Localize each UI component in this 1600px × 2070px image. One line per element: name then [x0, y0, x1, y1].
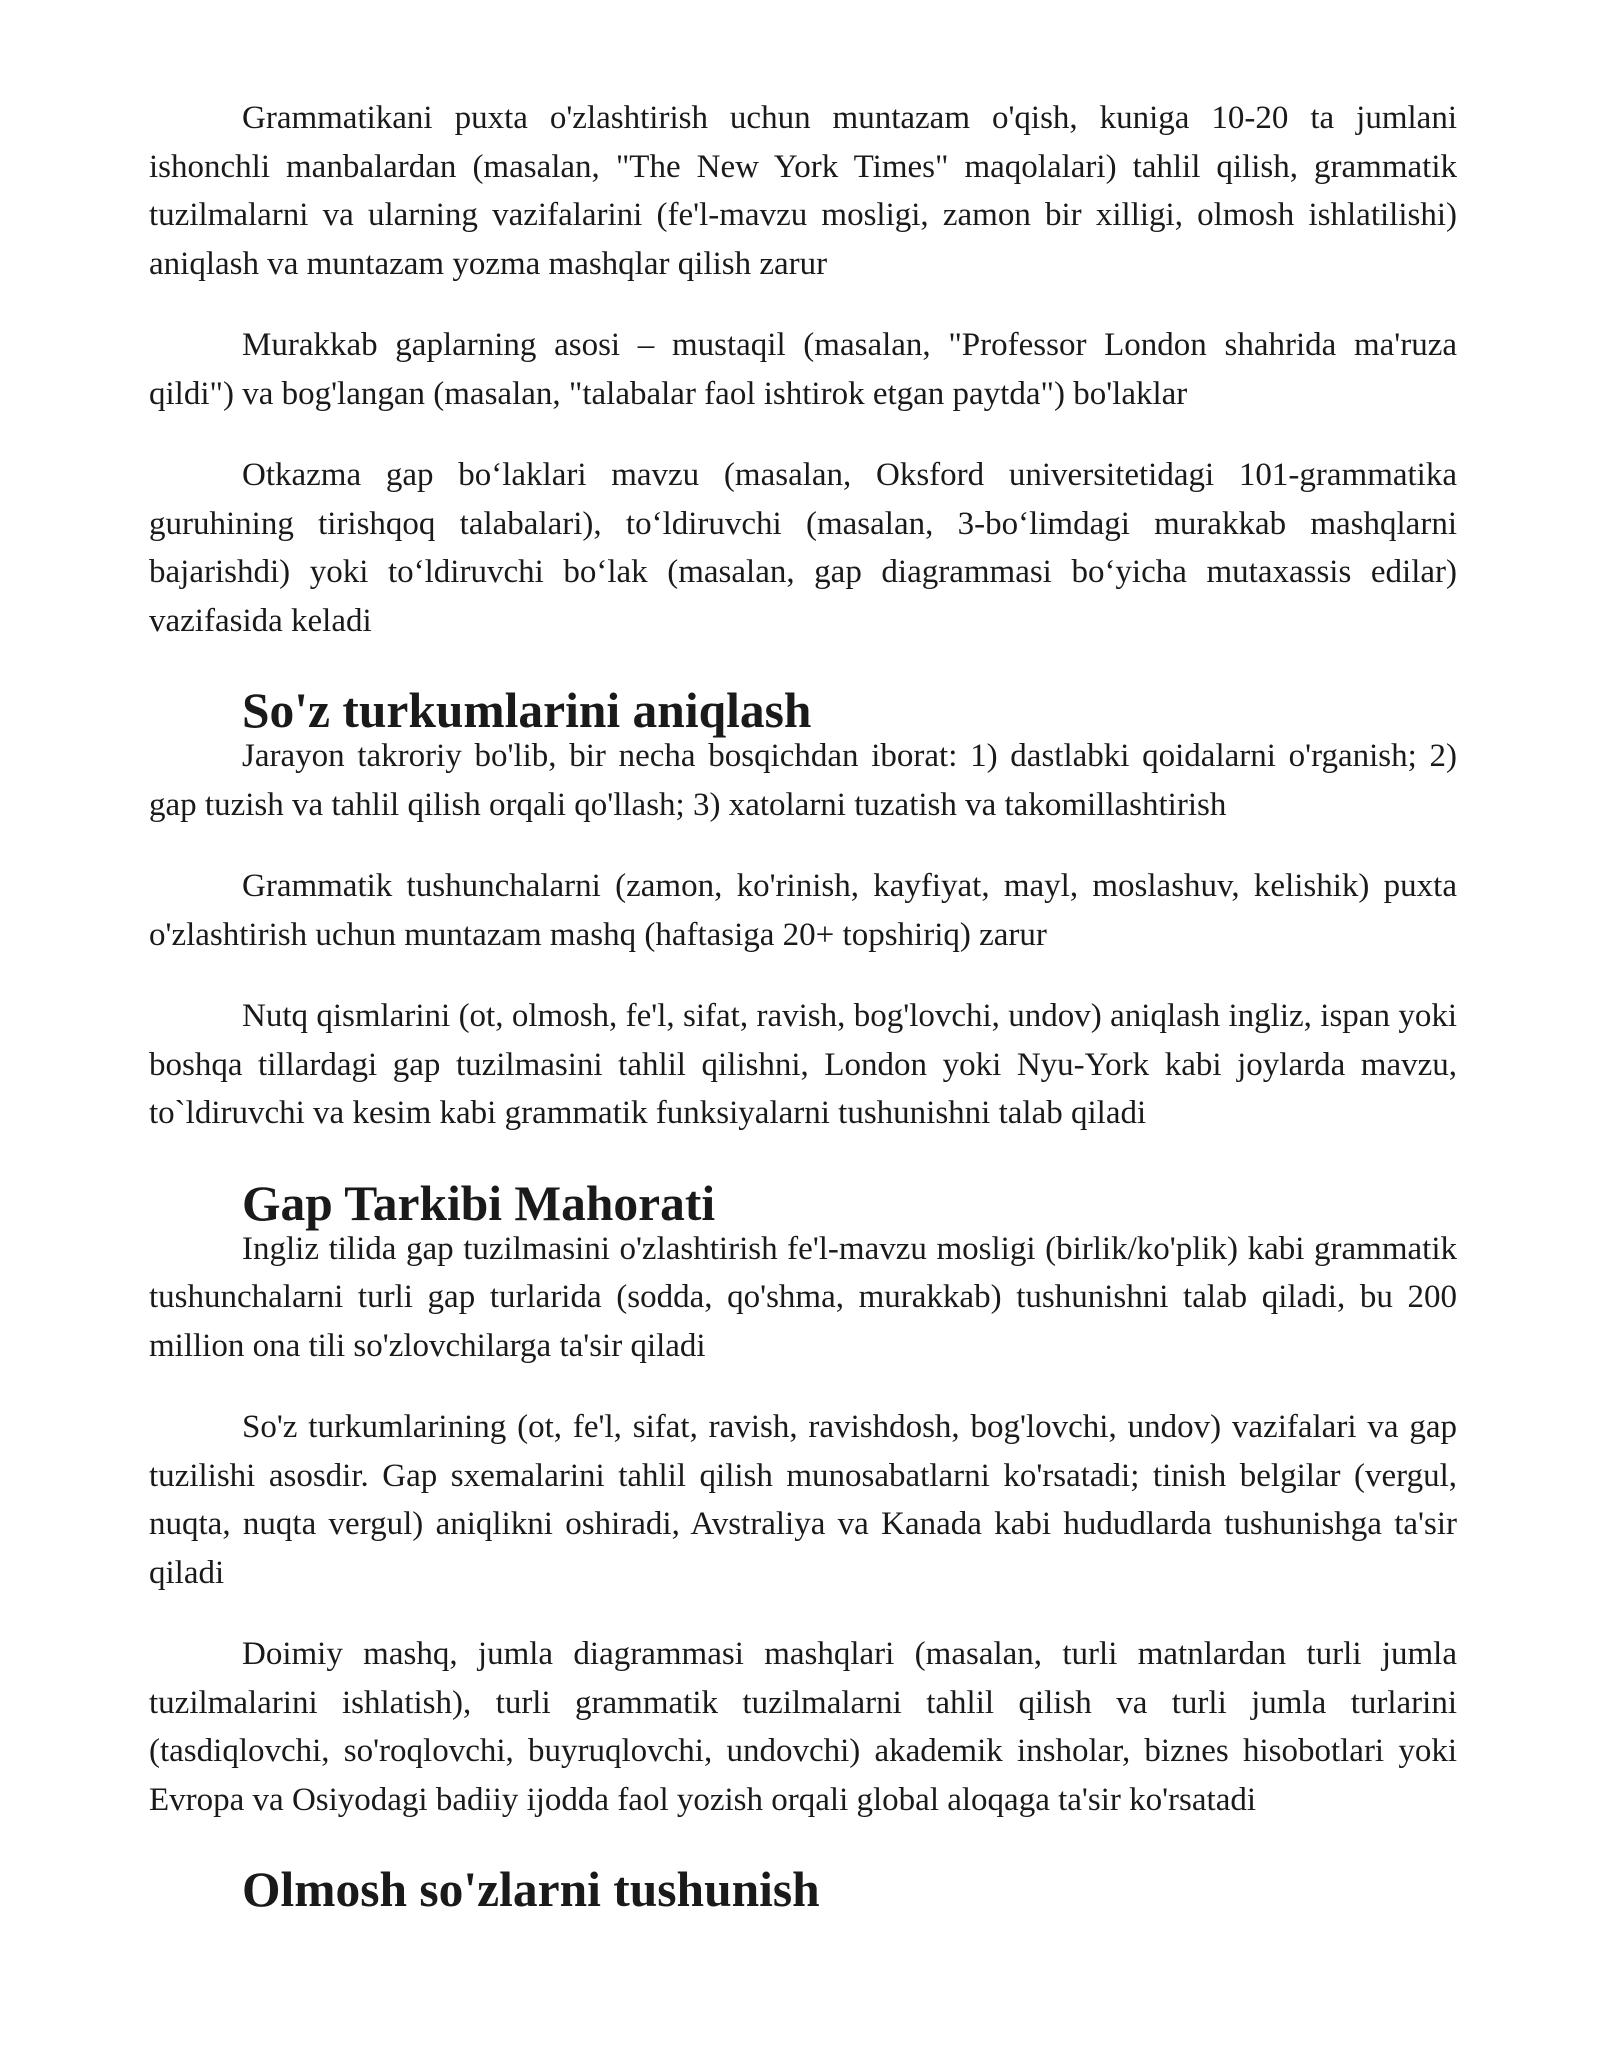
paragraph-grammar-practice: Grammatikani puxta o'zlashtirish uchun muntazam o'qish, kuniga 10-20 ta jumlani ishonchli manbalardan (masalan, "The New York Times" maqolalari) tahlil qilish, grammatik tuzilmalarni va ularning vazifalarini (fe'l-mavzu mosligi, zamon bir xilligi, olmosh ishlatilishi) aniqlash va muntazam yozma mashqlar qilish zarur: [149, 100, 1457, 282]
paragraph-process-steps: Jarayon takroriy bo'lib, bir necha bosqichdan iborat: 1) dastlabki qoidalarni o'rganish; 2) gap tuzish va tahlil qilish orqali qo'llash; 3) xatolarni tuzatish va takomillashtirish: [149, 738, 1457, 823]
paragraph-sentence-parts: Otkazma gap bo‘laklari mavzu (masalan, Oksford universitetidagi 101-grammatika guruhining tirishqoq talabalari), to‘ldiruvchi (masalan, 3-bo‘limdagi murakkab mashqlarni bajarishdi) yoki to‘ldiruvchi bo‘lak (masalan, gap diagrammasi bo‘yicha mutaxassis edilar) vazifasida keladi: [149, 457, 1457, 639]
section-heading-pronouns: Olmosh so'zlarni tushunish: [242, 1862, 820, 1917]
paragraph-parts-of-speech: Nutq qismlarini (ot, olmosh, fe'l, sifat, ravish, bog'lovchi, undov) aniqlash ingliz, ispan yoki boshqa tillardagi gap tuzilmasini tahlil qilishni, London yoki Nyu-York kabi joylarda mavzu, to`ldiruvchi va kesim kabi grammatik funksiyalarni tushunishni talab qiladi: [149, 998, 1457, 1131]
paragraph-spacer: [149, 288, 1457, 321]
paragraph-grammar-concepts: Grammatik tushunchalarni (zamon, ko'rinish, kayfiyat, mayl, moslashuv, kelishik) puxta o'zlashtirish uchun muntazam mashq (haftasiga 20+ topshiriq) zarur: [149, 868, 1457, 953]
paragraph-subject-verb-agreement: Ingliz tilida gap tuzilmasini o'zlashtirish fe'l-mavzu mosligi (birlik/ko'plik) kabi grammatik tushunchalarni turli gap turlarida (sodda, qo'shma, murakkab) tushunishni talab qiladi, bu 200 million ona tili so'zlovchilarga ta'sir qiladi: [149, 1230, 1457, 1364]
paragraph-spacer: [149, 959, 1457, 992]
paragraph-complex-sentences: Murakkab gaplarning asosi – mustaqil (masalan, "Professor London shahrida ma'ruza qildi") va bog'langan (masalan, "talabalar faol ishtirok etgan paytda") bo'laklar: [149, 327, 1457, 412]
section-heading-sentence-structure: Gap Tarkibi Mahorati: [242, 1175, 716, 1231]
document-body: [149, 94, 1457, 1917]
paragraph-word-class-functions: So'z turkumlarining (ot, fe'l, sifat, ravish, ravishdosh, bog'lovchi, undov) vazifalari va gap tuzilishi asosdir. Gap sxemalarini tahlil qilish munosabatlarni ko'rsatadi; tinish belgilar (vergul, nuqta, nuqta vergul) aniqlikni oshiradi, Avstraliya va Kanada kabi hududlarda tushunishga ta'sir qiladi: [149, 1409, 1457, 1591]
paragraph-constant-practice: Doimiy mashq, jumla diagrammasi mashqlari (masalan, turli matnlardan turli jumla tuzilmalarini ishlatish), turli grammatik tuzilmalarni tahlil qilish va turli jumla turlarini (tasdiqlovchi, so'roqlovchi, buyruqlovchi, undovchi) akademik insholar, biznes hisobotlari yoki Evropa va Osiyodagi badiiy ijodda faol yozish orqali global aloqaga ta'sir ko'rsatadi: [149, 1636, 1457, 1818]
paragraph-spacer: [149, 418, 1457, 451]
section-spacer: [149, 1138, 1457, 1182]
paragraph-spacer: [149, 1370, 1457, 1403]
paragraph-spacer: [149, 829, 1457, 862]
paragraph-spacer: [149, 1597, 1457, 1630]
section-heading-word-classes: So'z turkumlarini aniqlash: [242, 683, 812, 738]
